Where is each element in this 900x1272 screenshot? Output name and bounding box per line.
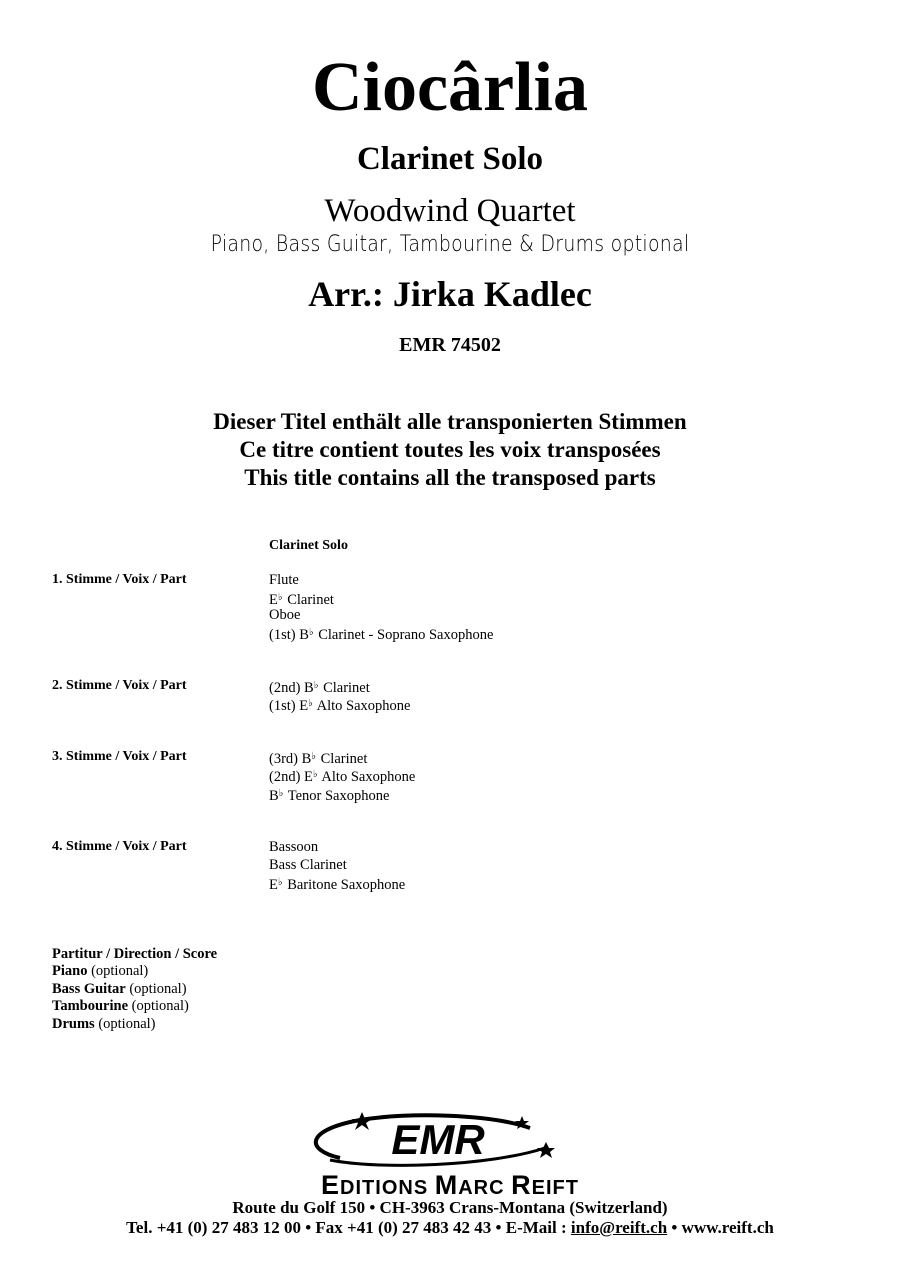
part-1-instrument: Flute	[269, 572, 299, 588]
instrument-name: Clarinet - Soprano Saxophone	[314, 627, 494, 643]
publisher-initial: R	[511, 1170, 532, 1200]
instrument-prefix: (3rd) B	[269, 751, 312, 767]
publisher-address: Route du Golf 150 • CH-3963 Crans-Montana (Switzerland)	[232, 1198, 668, 1217]
part-4-label: 4. Stimme / Voix / Part	[52, 839, 187, 854]
instrument-prefix: (2nd) B	[269, 680, 314, 696]
publisher-part: DITIONS	[340, 1177, 435, 1199]
flat-symbol: ♭	[308, 698, 313, 709]
extra-drums	[52, 1016, 156, 1034]
notice-english: This title contains all the transposed parts	[244, 465, 656, 490]
logo-text: EMR	[391, 1116, 485, 1163]
instrument-name: Clarinet	[283, 592, 334, 608]
instrument-prefix: (2nd) E	[269, 769, 313, 785]
extra-piano	[52, 963, 148, 981]
emr-logo	[300, 1108, 570, 1168]
instrument-name: Clarinet	[317, 751, 368, 767]
publisher-part: ARC	[458, 1177, 512, 1199]
flat-symbol: ♭	[312, 769, 318, 780]
publisher-initial: M	[434, 1170, 459, 1200]
publisher-initial: E	[321, 1170, 341, 1200]
extra-name: Drums	[52, 1016, 95, 1032]
extra-name: Bass Guitar	[52, 981, 126, 997]
instrument-name: Baritone Saxophone	[283, 877, 406, 893]
part-3-label: 3. Stimme / Voix / Part	[52, 749, 187, 764]
part-2-instrument	[269, 695, 410, 715]
part-3-instrument	[269, 785, 389, 805]
ensemble: Woodwind Quartet	[324, 193, 576, 229]
optional-instruments: Piano, Bass Guitar, Tambourine & Drums optional	[210, 232, 690, 257]
part-1-instrument	[269, 624, 493, 644]
optional-tag: (optional)	[129, 981, 187, 997]
part-4-instrument: Bassoon	[269, 839, 319, 855]
flat-symbol: ♭	[313, 680, 319, 691]
extra-name: Tambourine	[52, 998, 129, 1014]
flat-symbol: ♭	[311, 751, 317, 762]
contact-phone-fax: Tel. +41 (0) 27 483 12 00 • Fax +41 (0) 27 483 42 43 • E-Mail :	[126, 1218, 571, 1237]
website: • www.reift.ch	[667, 1218, 774, 1237]
notice-german: Dieser Titel enthält alle transponierten Stimmen	[213, 409, 687, 434]
email-link[interactable]: info@reift.ch	[570, 1218, 668, 1237]
instrument-name: Clarinet	[319, 680, 370, 696]
part-2-label: 2. Stimme / Voix / Part	[52, 678, 187, 693]
solo-heading: Clarinet Solo	[269, 538, 348, 553]
publisher-part: EIFT	[531, 1177, 579, 1199]
extra-name: Piano	[52, 963, 88, 979]
part-3-instrument	[269, 766, 415, 786]
instrument-prefix: E	[269, 592, 278, 608]
part-2-instrument	[269, 677, 370, 697]
notice-french: Ce titre contient toutes les voix transposées	[239, 437, 661, 462]
arranger: Arr.: Jirka Kadlec	[308, 274, 592, 314]
subtitle: Clarinet Solo	[356, 141, 544, 177]
flat-symbol: ♭	[277, 877, 283, 888]
extra-bass-guitar	[52, 981, 187, 999]
optional-tag: (optional)	[91, 963, 149, 979]
extra-tambourine	[52, 998, 189, 1016]
part-3-instrument	[269, 748, 367, 768]
optional-tag: (optional)	[98, 1016, 156, 1032]
instrument-prefix: E	[269, 877, 278, 893]
instrument-name: Tenor Saxophone	[284, 788, 390, 804]
part-1-label: 1. Stimme / Voix / Part	[52, 572, 187, 587]
flat-symbol: ♭	[278, 788, 284, 799]
publisher-contact	[0, 1218, 900, 1238]
flat-symbol: ♭	[308, 627, 314, 638]
instrument-prefix: (1st) E	[269, 698, 309, 714]
star-icon	[352, 1112, 372, 1130]
optional-tag: (optional)	[131, 998, 189, 1014]
part-4-instrument: Bass Clarinet	[269, 857, 347, 873]
star-icon	[537, 1142, 555, 1158]
instrument-name: Alto Saxophone	[318, 769, 416, 785]
instrument-prefix: (1st) B	[269, 627, 309, 643]
catalog-code: EMR 74502	[399, 334, 501, 356]
flat-symbol: ♭	[277, 592, 283, 603]
score-label: Partitur / Direction / Score	[52, 946, 218, 962]
instrument-prefix: B	[269, 788, 279, 804]
page-title: Ciocârlia	[311, 49, 589, 126]
part-4-instrument	[269, 874, 405, 894]
part-1-instrument: Oboe	[269, 607, 301, 623]
instrument-name: Alto Saxophone	[313, 698, 411, 714]
